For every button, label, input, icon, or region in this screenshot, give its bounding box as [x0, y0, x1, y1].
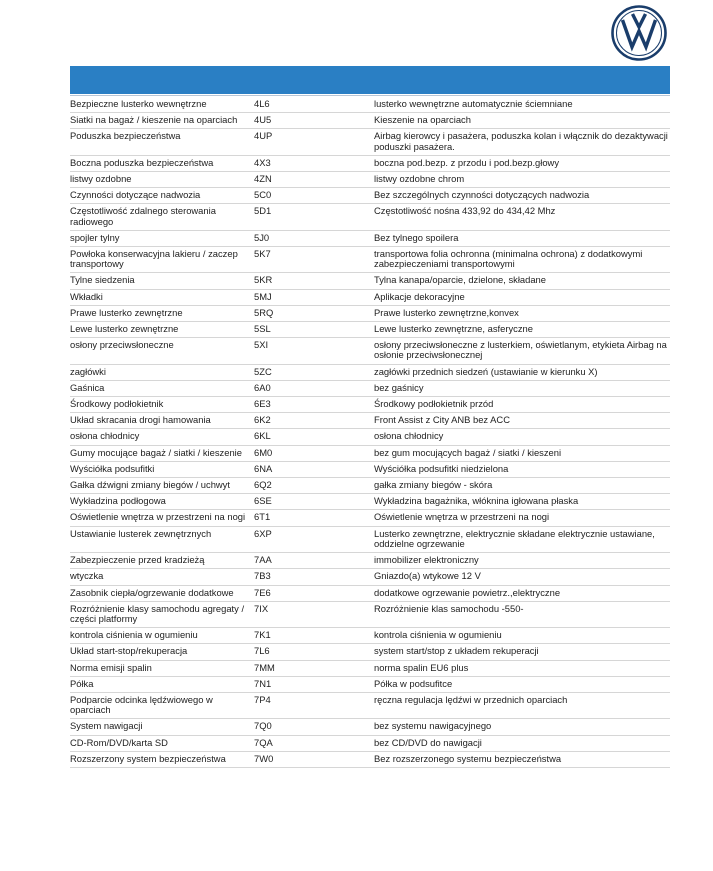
equipment-name-cell: Wkładki — [70, 289, 253, 305]
option-code-cell: 6Q2 — [253, 478, 372, 494]
option-description-cell: Częstotliwość nośna 433,92 do 434,42 Mhz — [372, 204, 670, 230]
option-description-cell: Aplikacje dekoracyjne — [372, 289, 670, 305]
equipment-name-cell: Układ skracania drogi hamowania — [70, 413, 253, 429]
table-row — [70, 445, 670, 461]
equipment-name-cell: Układ start-stop/rekuperacja — [70, 644, 253, 660]
option-code-cell: 6SE — [253, 494, 372, 510]
option-description-cell: Półka w podsufitce — [372, 676, 670, 692]
equipment-name-cell: kontrola ciśnienia w ogumieniu — [70, 628, 253, 644]
equipment-name-cell: Prawe lusterko zewnętrzne — [70, 305, 253, 321]
option-code-cell: 6M0 — [253, 445, 372, 461]
option-code-cell: 6A0 — [253, 380, 372, 396]
option-description-cell: Front Assist z City ANB bez ACC — [372, 413, 670, 429]
option-description-cell: osłona chłodnicy — [372, 429, 670, 445]
option-description-cell: Rozróżnienie klas samochodu -550- — [372, 601, 670, 627]
option-description-cell: kontrola ciśnienia w ogumieniu — [372, 628, 670, 644]
option-description-cell: dodatkowe ogrzewanie powietrz.,elektryczne — [372, 585, 670, 601]
table-row — [70, 364, 670, 380]
option-code-cell: 7W0 — [253, 751, 372, 767]
table-row — [70, 429, 670, 445]
table-row — [70, 338, 670, 364]
table-row — [70, 380, 670, 396]
table-row — [70, 751, 670, 767]
option-code-cell: 5RQ — [253, 305, 372, 321]
option-code-cell: 4X3 — [253, 155, 372, 171]
option-description-cell: gałka zmiany biegów - skóra — [372, 478, 670, 494]
option-code-cell: 7N1 — [253, 676, 372, 692]
option-code-cell: 7IX — [253, 601, 372, 627]
equipment-name-cell: zagłówki — [70, 364, 253, 380]
option-description-cell: Gniazdo(a) wtykowe 12 V — [372, 569, 670, 585]
table-row — [70, 644, 670, 660]
equipment-name-cell: Gałka dźwigni zmiany biegów / uchwyt — [70, 478, 253, 494]
equipment-name-cell: osłony przeciwsłoneczne — [70, 338, 253, 364]
table-row — [70, 247, 670, 273]
option-code-cell: 6XP — [253, 526, 372, 552]
equipment-name-cell: Środkowy podłokietnik — [70, 397, 253, 413]
option-code-cell: 5XI — [253, 338, 372, 364]
option-code-cell: 5KR — [253, 273, 372, 289]
option-description-cell: Lusterko zewnętrzne, elektrycznie składane elektrycznie ustawiane, oddzielne ogrzewanie — [372, 526, 670, 552]
table-row — [70, 461, 670, 477]
option-description-cell: norma spalin EU6 plus — [372, 660, 670, 676]
option-description-cell: Kieszenie na oparciach — [372, 113, 670, 129]
option-description-cell: osłony przeciwsłoneczne z lusterkiem, oświetlanym, etykieta Airbag na osłonie przeciwsłonecznej — [372, 338, 670, 364]
option-description-cell: Środkowy podłokietnik przód — [372, 397, 670, 413]
equipment-name-cell: Oświetlenie wnętrza w przestrzeni na nogi — [70, 510, 253, 526]
option-description-cell: Airbag kierowcy i pasażera, poduszka kolan i włącznik do dezaktywacji poduszki pasażera. — [372, 129, 670, 155]
header-divider — [70, 95, 670, 96]
equipment-name-cell: Powłoka konserwacyjna lakieru / zaczep transportowy — [70, 247, 253, 273]
equipment-name-cell: CD-Rom/DVD/karta SD — [70, 735, 253, 751]
equipment-name-cell: Wykładzina podłogowa — [70, 494, 253, 510]
option-code-cell: 5D1 — [253, 204, 372, 230]
table-row — [70, 289, 670, 305]
equipment-name-cell: Rozróżnienie klasy samochodu agregaty / części platformy — [70, 601, 253, 627]
table-row — [70, 510, 670, 526]
equipment-name-cell: Bezpieczne lusterko wewnętrzne — [70, 97, 253, 113]
table-row — [70, 188, 670, 204]
option-description-cell: boczna pod.bezp. z przodu i pod.bezp.głowy — [372, 155, 670, 171]
equipment-name-cell: osłona chłodnicy — [70, 429, 253, 445]
table-row — [70, 478, 670, 494]
option-code-cell: 6KL — [253, 429, 372, 445]
option-code-cell: 4U5 — [253, 113, 372, 129]
option-description-cell: Bez rozszerzonego systemu bezpieczeństwa — [372, 751, 670, 767]
option-description-cell: Oświetlenie wnętrza w przestrzeni na nogi — [372, 510, 670, 526]
equipment-table-body — [70, 97, 670, 767]
option-code-cell: 7MM — [253, 660, 372, 676]
equipment-name-cell: Ustawianie lusterek zewnętrznych — [70, 526, 253, 552]
option-code-cell: 5MJ — [253, 289, 372, 305]
option-description-cell: bez CD/DVD do nawigacji — [372, 735, 670, 751]
vw-logo-icon — [611, 5, 667, 61]
option-code-cell: 7K1 — [253, 628, 372, 644]
option-code-cell: 5ZC — [253, 364, 372, 380]
option-code-cell: 6K2 — [253, 413, 372, 429]
equipment-name-cell: wtyczka — [70, 569, 253, 585]
table-row — [70, 322, 670, 338]
table-row — [70, 601, 670, 627]
option-code-cell: 5J0 — [253, 230, 372, 246]
equipment-name-cell: Zasobnik ciepła/ogrzewanie dodatkowe — [70, 585, 253, 601]
table-row — [70, 397, 670, 413]
equipment-name-cell: System nawigacji — [70, 719, 253, 735]
option-description-cell: zagłówki przednich siedzeń (ustawianie w kierunku X) — [372, 364, 670, 380]
equipment-name-cell: Gumy mocujące bagaż / siatki / kieszenie — [70, 445, 253, 461]
option-code-cell: 6NA — [253, 461, 372, 477]
equipment-name-cell: Poduszka bezpieczeństwa — [70, 129, 253, 155]
table-row — [70, 526, 670, 552]
option-description-cell: bez gaśnicy — [372, 380, 670, 396]
equipment-name-cell: spojler tylny — [70, 230, 253, 246]
equipment-name-cell: Zabezpieczenie przed kradzieżą — [70, 553, 253, 569]
table-row — [70, 585, 670, 601]
table-row — [70, 692, 670, 718]
option-code-cell: 6T1 — [253, 510, 372, 526]
equipment-name-cell: Rozszerzony system bezpieczeństwa — [70, 751, 253, 767]
option-code-cell: 7QA — [253, 735, 372, 751]
option-code-cell: 7P4 — [253, 692, 372, 718]
equipment-name-cell: Wyściółka podsufitki — [70, 461, 253, 477]
table-row — [70, 719, 670, 735]
equipment-name-cell: Tylne siedzenia — [70, 273, 253, 289]
option-code-cell: 7Q0 — [253, 719, 372, 735]
option-code-cell: 4UP — [253, 129, 372, 155]
option-description-cell: bez gum mocujących bagaż / siatki / kieszeni — [372, 445, 670, 461]
option-description-cell: lusterko wewnętrzne automatycznie ściemniane — [372, 97, 670, 113]
option-description-cell: transportowa folia ochronna (minimalna ochrona) z dodatkowymi zabezpieczeniami transportowymi — [372, 247, 670, 273]
option-description-cell: ręczna regulacja lędźwi w przednich oparciach — [372, 692, 670, 718]
option-code-cell: 7L6 — [253, 644, 372, 660]
equipment-name-cell: Siatki na bagaż / kieszenie na oparciach — [70, 113, 253, 129]
table-row — [70, 273, 670, 289]
equipment-name-cell: Norma emisji spalin — [70, 660, 253, 676]
option-description-cell: listwy ozdobne chrom — [372, 172, 670, 188]
equipment-name-cell: Boczna poduszka bezpieczeństwa — [70, 155, 253, 171]
table-row — [70, 97, 670, 113]
option-description-cell: Bez tylnego spoilera — [372, 230, 670, 246]
equipment-name-cell: Lewe lusterko zewnętrzne — [70, 322, 253, 338]
option-description-cell: Bez szczególnych czynności dotyczących nadwozia — [372, 188, 670, 204]
option-description-cell: Prawe lusterko zewnętrzne,konvex — [372, 305, 670, 321]
table-row — [70, 628, 670, 644]
table-row — [70, 660, 670, 676]
option-code-cell: 4L6 — [253, 97, 372, 113]
option-description-cell: Wykładzina bagażnika, włóknina igłowana płaska — [372, 494, 670, 510]
table-row — [70, 230, 670, 246]
option-code-cell: 4ZN — [253, 172, 372, 188]
table-row — [70, 129, 670, 155]
option-code-cell: 7AA — [253, 553, 372, 569]
table-row — [70, 113, 670, 129]
table-row — [70, 305, 670, 321]
equipment-name-cell: Podparcie odcinka lędźwiowego w oparciach — [70, 692, 253, 718]
option-description-cell: Lewe lusterko zewnętrzne, asferyczne — [372, 322, 670, 338]
table-row — [70, 172, 670, 188]
option-code-cell: 5SL — [253, 322, 372, 338]
table-row — [70, 569, 670, 585]
table-row — [70, 155, 670, 171]
table-row — [70, 413, 670, 429]
equipment-name-cell: Półka — [70, 676, 253, 692]
option-description-cell: system start/stop z układem rekuperacji — [372, 644, 670, 660]
option-code-cell: 6E3 — [253, 397, 372, 413]
option-code-cell: 5C0 — [253, 188, 372, 204]
table-row — [70, 735, 670, 751]
equipment-table — [70, 97, 670, 768]
equipment-name-cell: Częstotliwość zdalnego sterowania radiowego — [70, 204, 253, 230]
option-code-cell: 7B3 — [253, 569, 372, 585]
table-row — [70, 494, 670, 510]
equipment-name-cell: Czynności dotyczące nadwozia — [70, 188, 253, 204]
option-description-cell: immobilizer elektroniczny — [372, 553, 670, 569]
equipment-name-cell: listwy ozdobne — [70, 172, 253, 188]
table-row — [70, 204, 670, 230]
equipment-name-cell: Gaśnica — [70, 380, 253, 396]
option-code-cell: 5K7 — [253, 247, 372, 273]
option-code-cell: 7E6 — [253, 585, 372, 601]
table-row — [70, 676, 670, 692]
header-bar — [70, 66, 670, 94]
option-description-cell: Tylna kanapa/oparcie, dzielone, składane — [372, 273, 670, 289]
option-description-cell: Wyściółka podsufitki niedzielona — [372, 461, 670, 477]
option-description-cell: bez systemu nawigacyjnego — [372, 719, 670, 735]
table-row — [70, 553, 670, 569]
